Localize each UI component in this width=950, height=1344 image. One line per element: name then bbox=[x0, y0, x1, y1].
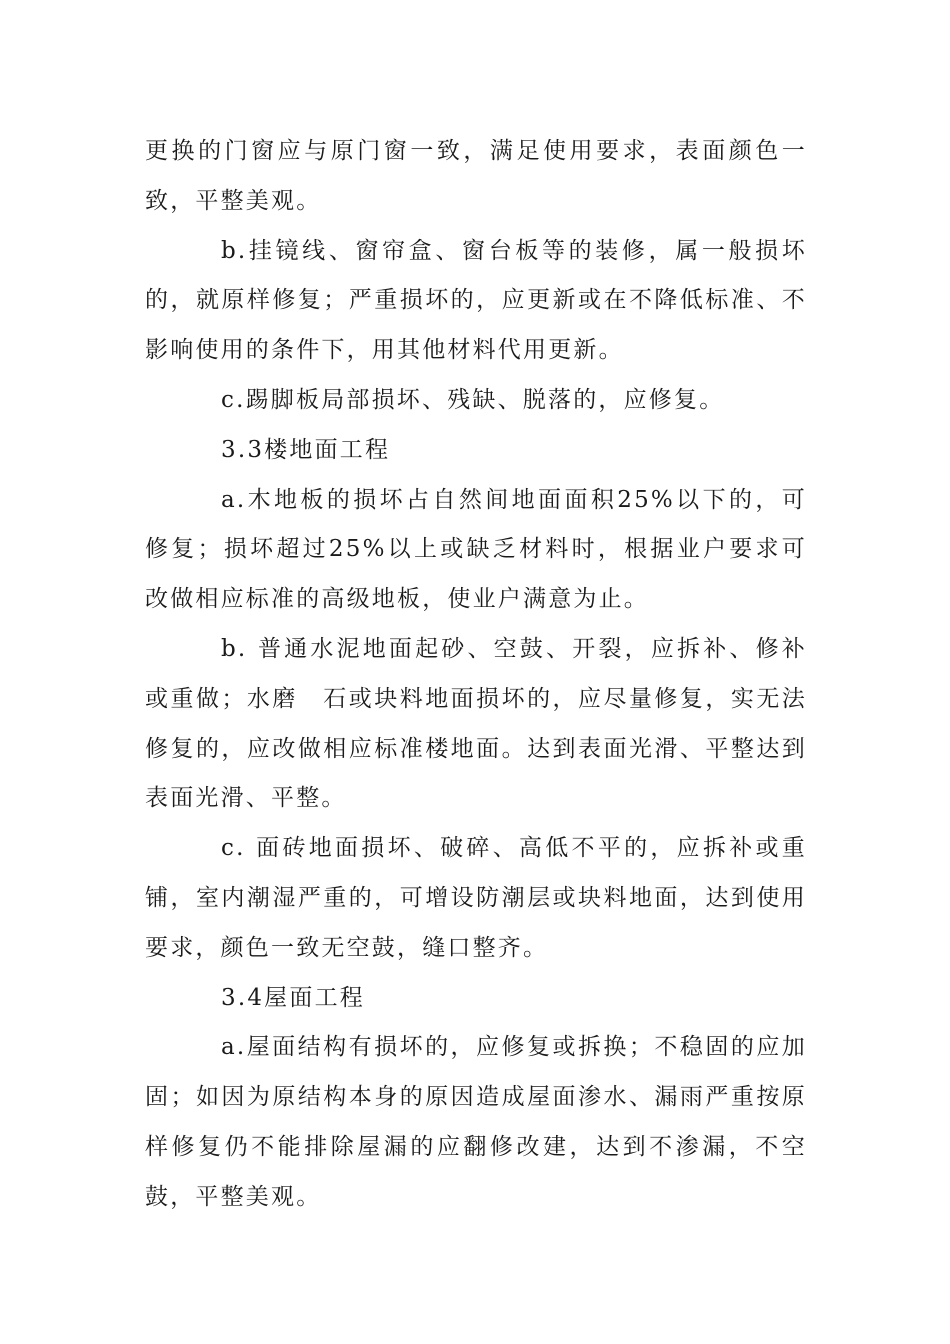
paragraph-a-wood-floor: a.木地板的损坏占自然间地面面积25%以下的，可修复；损坏超过25%以上或缺乏材料时，根据业户要求可改做相应标准的高级地板，使业户满意为止。 bbox=[145, 486, 807, 613]
paragraph-b-trim: b.挂镜线、窗帘盒、窗台板等的装修，属一般损坏的，就原样修复；严重损坏的，应更新或在不降低标准、不影响使用的条件下，用其他材料代用更新。 bbox=[145, 237, 807, 364]
document-page bbox=[145, 127, 807, 1223]
paragraph-a-roof: a.屋面结构有损坏的，应修复或拆换；不稳固的应加固；如因为原结构本身的原因造成屋面渗水、漏雨严重按原样修复仍不能排除屋漏的应翻修改建，达到不渗漏，不空鼓，平整美观。 bbox=[145, 1034, 807, 1210]
section-heading-3-4: 3.4屋面工程 bbox=[221, 984, 365, 1011]
paragraph-c-skirting: c.踢脚板局部损坏、残缺、脱落的，应修复。 bbox=[221, 386, 725, 413]
section-heading-3-3: 3.3楼地面工程 bbox=[221, 436, 391, 463]
paragraph-c-tile-floor: c. 面砖地面损坏、破碎、高低不平的，应拆补或重铺，室内潮湿严重的，可增设防潮层或块料地面，达到使用要求，颜色一致无空鼓，缝口整齐。 bbox=[145, 835, 807, 961]
paragraph-doors-windows: 更换的门窗应与原门窗一致，满足使用要求，表面颜色一致，平整美观。 bbox=[145, 138, 807, 214]
paragraph-b-cement-floor: b. 普通水泥地面起砂、空鼓、开裂，应拆补、修补或重做；水磨 石或块料地面损坏的，应尽量修复，实无法修复的，应改做相应标准楼地面。达到表面光滑、平整达到表面光滑、平整。 bbox=[145, 635, 807, 812]
